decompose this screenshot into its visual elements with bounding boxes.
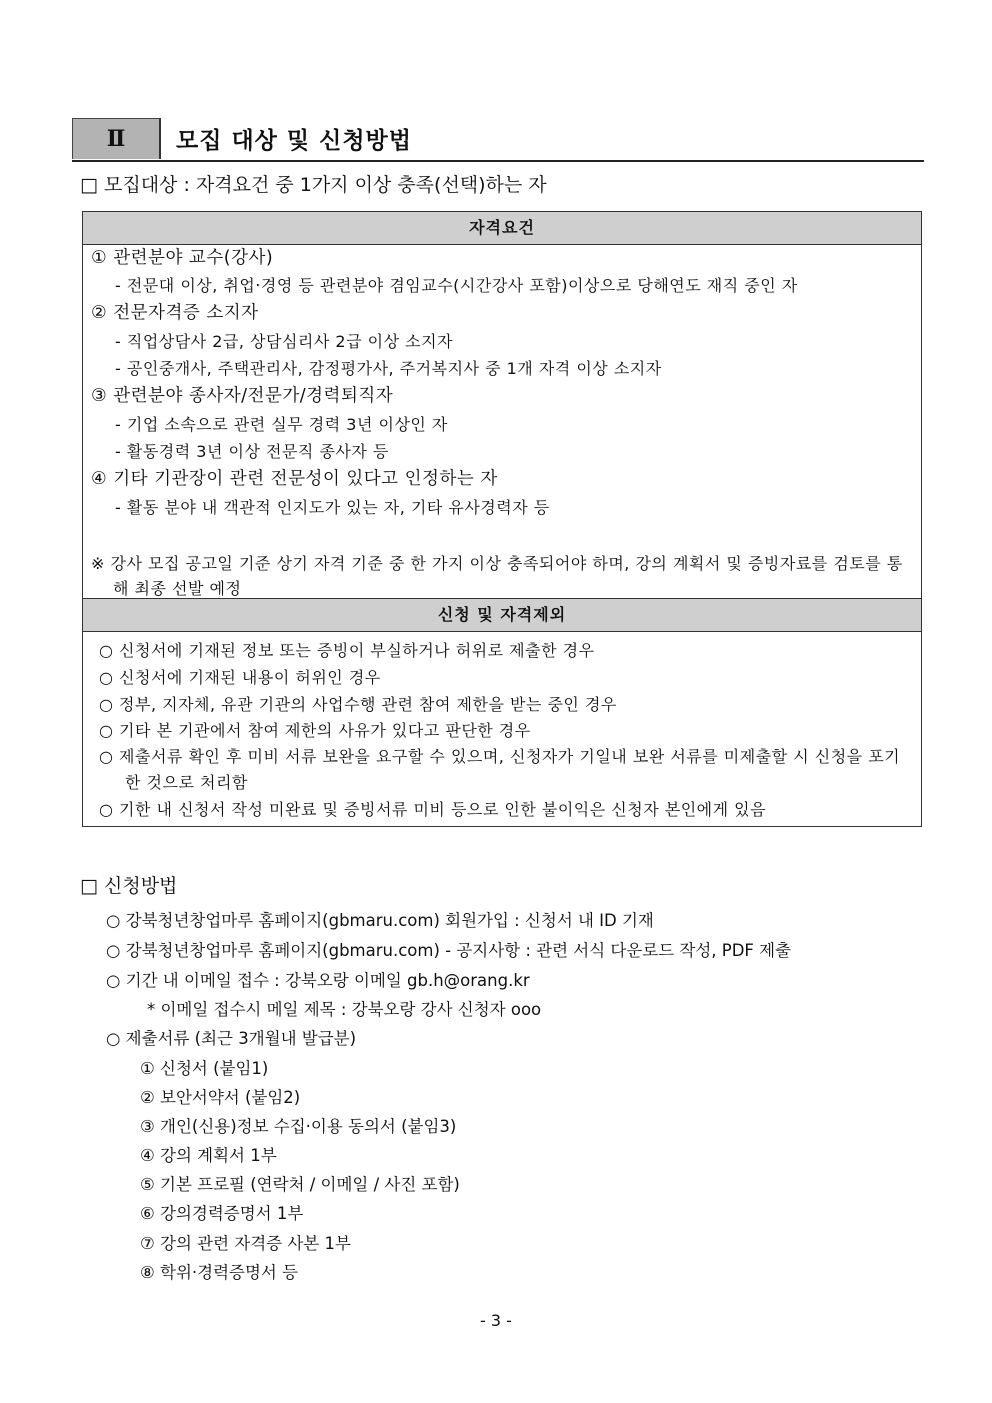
exclusion-item: ○ 신청서에 기재된 정보 또는 증빙이 부실하거나 허위로 제출한 경우 [99, 641, 595, 660]
doc-item: ④ 강의 계획서 1부 [140, 1146, 277, 1165]
doc-item: ⑥ 강의경력증명서 1부 [140, 1204, 304, 1223]
target-heading: □ 모집대상 : 자격요건 중 1가지 이상 충족(선택)하는 자 [80, 174, 547, 196]
qual-line: ③ 관련분야 종사자/전문가/경력퇴직자 [91, 386, 394, 406]
method-line: * 이메일 접수시 메일 제목 : 강북오랑 강사 신청자 ooo [147, 1000, 542, 1019]
section-title: 모집 대상 및 신청방법 [176, 128, 412, 154]
exclusion-table [82, 598, 922, 827]
qual-line: ④ 기타 기관장이 관련 전문성이 있다고 인정하는 자 [91, 469, 498, 489]
doc-item: ⑤ 기본 프로필 (연락처 / 이메일 / 사진 포함) [140, 1175, 460, 1194]
qual-line: - 활동경력 3년 이상 전문직 종사자 등 [115, 442, 389, 461]
exclusion-item: ○ 제출서류 확인 후 미비 서류 보완을 요구할 수 있으며, 신청자가 기일내 보완 서류를 미제출할 시 신청을 포기한 것으로 처리함 [99, 747, 901, 792]
qual-line: - 직업상담사 2급, 상담심리사 2급 이상 소지자 [115, 332, 453, 351]
section-header [72, 118, 924, 162]
qual-line: - 활동 분야 내 객관적 인지도가 있는 자, 기타 유사경력자 등 [115, 498, 550, 517]
method-heading: □ 신청방법 [80, 875, 178, 897]
qual-line: - 기업 소속으로 관련 실무 경력 3년 이상인 자 [115, 415, 448, 434]
doc-item: ⑧ 학위‧경력증명서 등 [140, 1263, 299, 1282]
method-line: ○ 기간 내 이메일 접수 : 강북오랑 이메일 gb.h@orang.kr [106, 971, 530, 990]
doc-item: ③ 개인(신용)정보 수집‧이용 동의서 (붙임3) [140, 1117, 457, 1136]
qual-line: - 전문대 이상, 취업‧경영 등 관련분야 겸임교수(시간강사 포함)이상으로 당해연도 재직 중인 자 [115, 276, 798, 295]
exclusion-item: ○ 기한 내 신청서 작성 미완료 및 증빙서류 미비 등으로 인한 불이익은 신청자 본인에게 있음 [99, 800, 767, 819]
method-line: ○ 제출서류 (최근 3개월내 발급분) [106, 1029, 357, 1048]
qual-line: - 공인중개사, 주택관리사, 감정평가사, 주거복지사 중 1개 자격 이상 소지자 [115, 359, 662, 378]
exclusion-header: 신청 및 자격제외 [83, 599, 921, 632]
method-line: ○ 강북청년창업마루 홈페이지(gbmaru.com) - 공지사항 : 관련 서식 다운로드 작성, PDF 제출 [106, 941, 792, 960]
exclusion-item: ○ 정부, 지자체, 유관 기관의 사업수행 관련 참여 제한을 받는 중인 경우 [99, 695, 617, 714]
qual-note: ※ 강사 모집 공고일 기준 상기 자격 기준 중 한 가지 이상 충족되어야 하며, 강의 계획서 및 증빙자료를 검토를 통해 최종 선발 예정 [91, 554, 903, 598]
doc-item: ② 보안서약서 (붙임2) [140, 1088, 301, 1107]
qual-line: ① 관련분야 교수(강사) [91, 248, 274, 268]
exclusion-item: ○ 기타 본 기관에서 참여 제한의 사유가 있다고 판단한 경우 [99, 721, 531, 740]
page-number: - 3 - [480, 1311, 512, 1330]
qual-line: ② 전문자격증 소지자 [91, 303, 259, 323]
exclusion-item: ○ 신청서에 기재된 내용이 허위인 경우 [99, 668, 381, 687]
method-line: ○ 강북청년창업마루 홈페이지(gbmaru.com) 회원가입 : 신청서 내 ID 기재 [106, 911, 654, 930]
qualification-table [82, 211, 922, 599]
doc-item: ⑦ 강의 관련 자격증 사본 1부 [140, 1234, 351, 1253]
qualification-header: 자격요건 [83, 212, 921, 245]
doc-item: ① 신청서 (붙임1) [140, 1059, 269, 1078]
section-number: Ⅱ [72, 118, 161, 159]
